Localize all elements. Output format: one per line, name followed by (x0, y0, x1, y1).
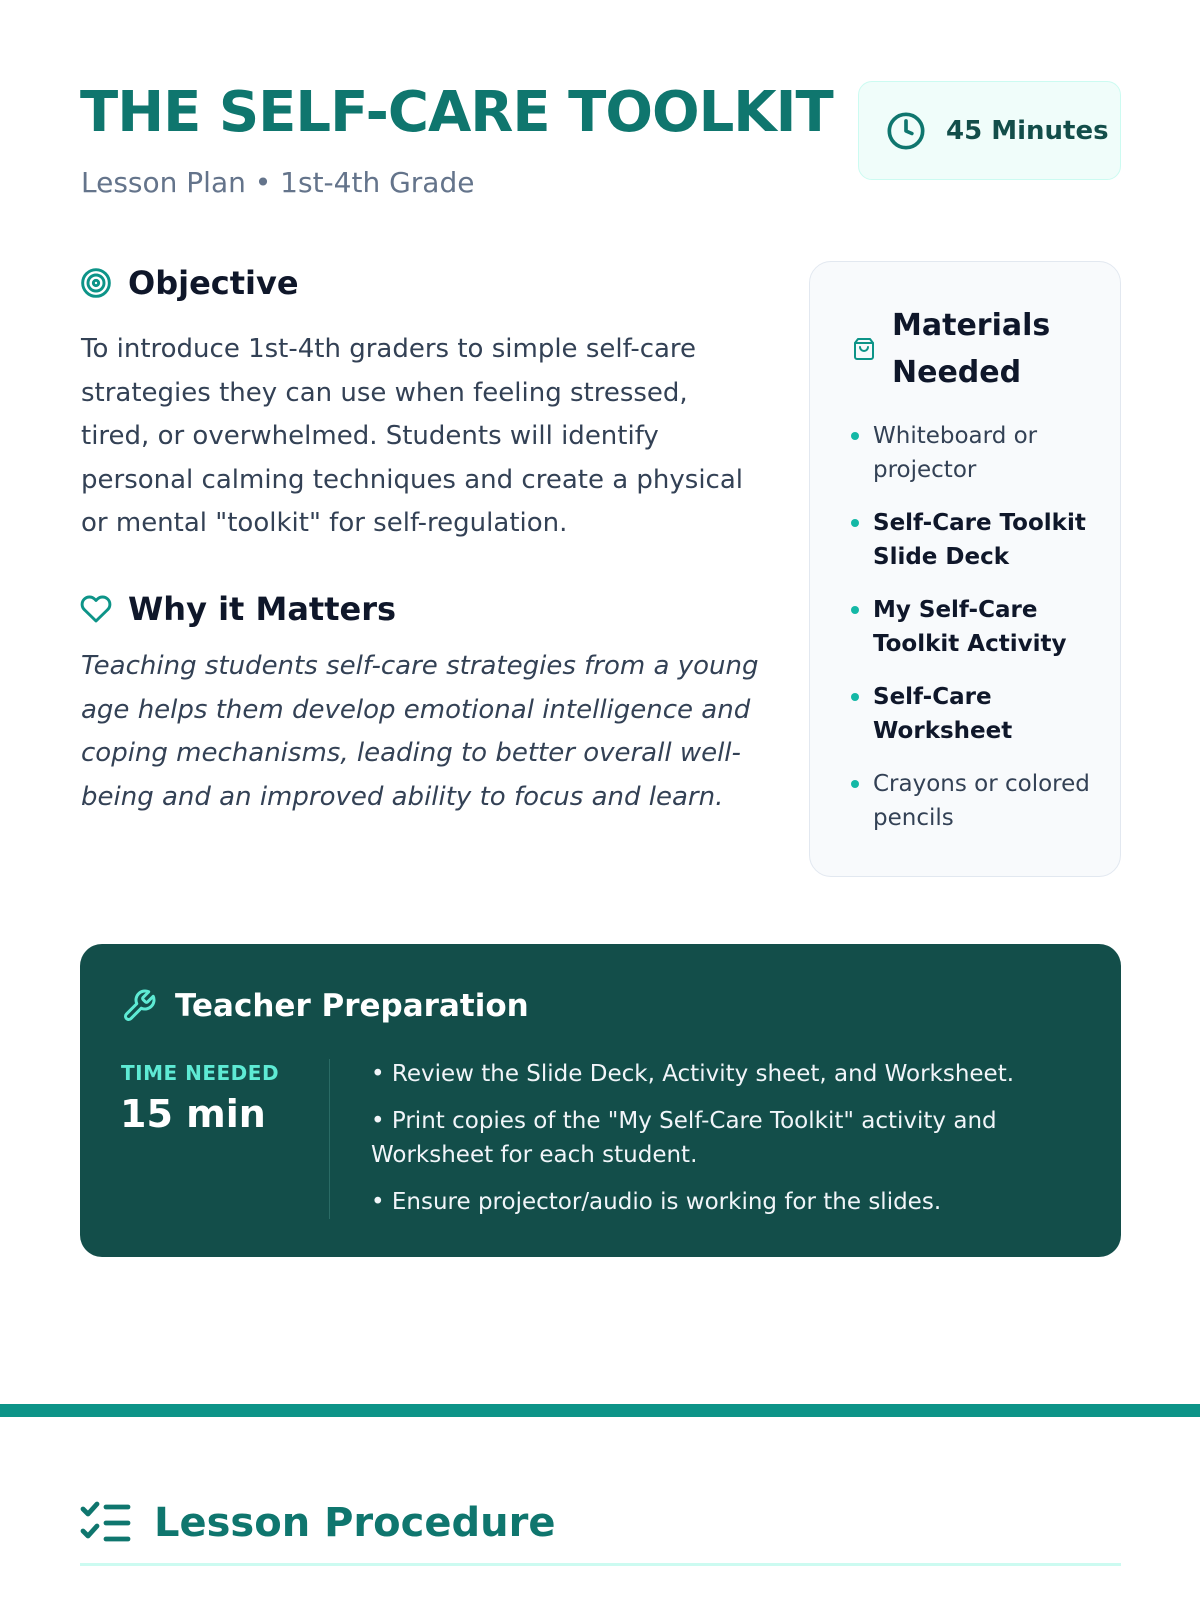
prep-item: • Review the Slide Deck, Activity sheet, and Worksheet. (371, 1061, 1015, 1087)
prep-list (371, 1057, 1071, 1232)
page-divider-bar (0, 1404, 1200, 1417)
materials-item: My Self-Care Toolkit Activity (851, 593, 1101, 661)
materials-item: Crayons or colored pencils (851, 767, 1101, 835)
procedure-heading-label: Lesson Procedure (154, 1500, 556, 1546)
target-icon (80, 267, 112, 299)
objective-heading (80, 264, 299, 302)
prep-divider (329, 1059, 330, 1219)
materials-heading (852, 302, 1062, 396)
checklist-icon (80, 1501, 132, 1545)
bag-icon (852, 337, 876, 361)
procedure-heading (80, 1500, 555, 1546)
heart-icon (80, 593, 112, 625)
materials-heading-label: Materials Needed (892, 308, 1051, 390)
teacher-prep-card (80, 944, 1121, 1257)
materials-list (851, 419, 1101, 854)
why-heading (80, 590, 396, 628)
duration-badge (858, 81, 1121, 180)
prep-item: • Ensure projector/audio is working for the slides. (371, 1189, 942, 1215)
page-subtitle: Lesson Plan • 1st-4th Grade (81, 166, 475, 199)
prep-heading-label: Teacher Preparation (175, 988, 529, 1024)
objective-heading-label: Objective (128, 264, 299, 302)
page-title: THE SELF-CARE TOOLKIT (80, 80, 833, 145)
materials-item: Whiteboard or projector (851, 419, 1101, 487)
duration-text: 45 Minutes (946, 115, 1109, 146)
prep-heading (121, 988, 529, 1024)
why-text: Teaching students self-care strategies from a young age helps them develop emotional intelligence and coping mechanisms, leading to better overall well-being and an improved ability to focus and learn. (81, 651, 759, 812)
wrench-icon (121, 988, 157, 1024)
materials-item: Self-Care Toolkit Slide Deck (851, 506, 1101, 574)
materials-item: Self-Care Worksheet (851, 680, 1101, 748)
why-heading-label: Why it Matters (128, 590, 397, 628)
time-needed-value: 15 min (120, 1092, 266, 1136)
objective-text: To introduce 1st-4th graders to simple self-care strategies they can use when feeling stressed, tired, or overwhelmed. Students will identify personal calming techniques and create a physical or mental "toolkit" for self-regulation. (81, 334, 744, 538)
time-needed-label: TIME NEEDED (121, 1061, 280, 1085)
prep-item: • Print copies of the "My Self-Care Toolkit" activity and Worksheet for each student. (371, 1108, 997, 1168)
materials-card (809, 261, 1121, 877)
procedure-rule (80, 1563, 1121, 1566)
clock-icon (886, 111, 926, 151)
